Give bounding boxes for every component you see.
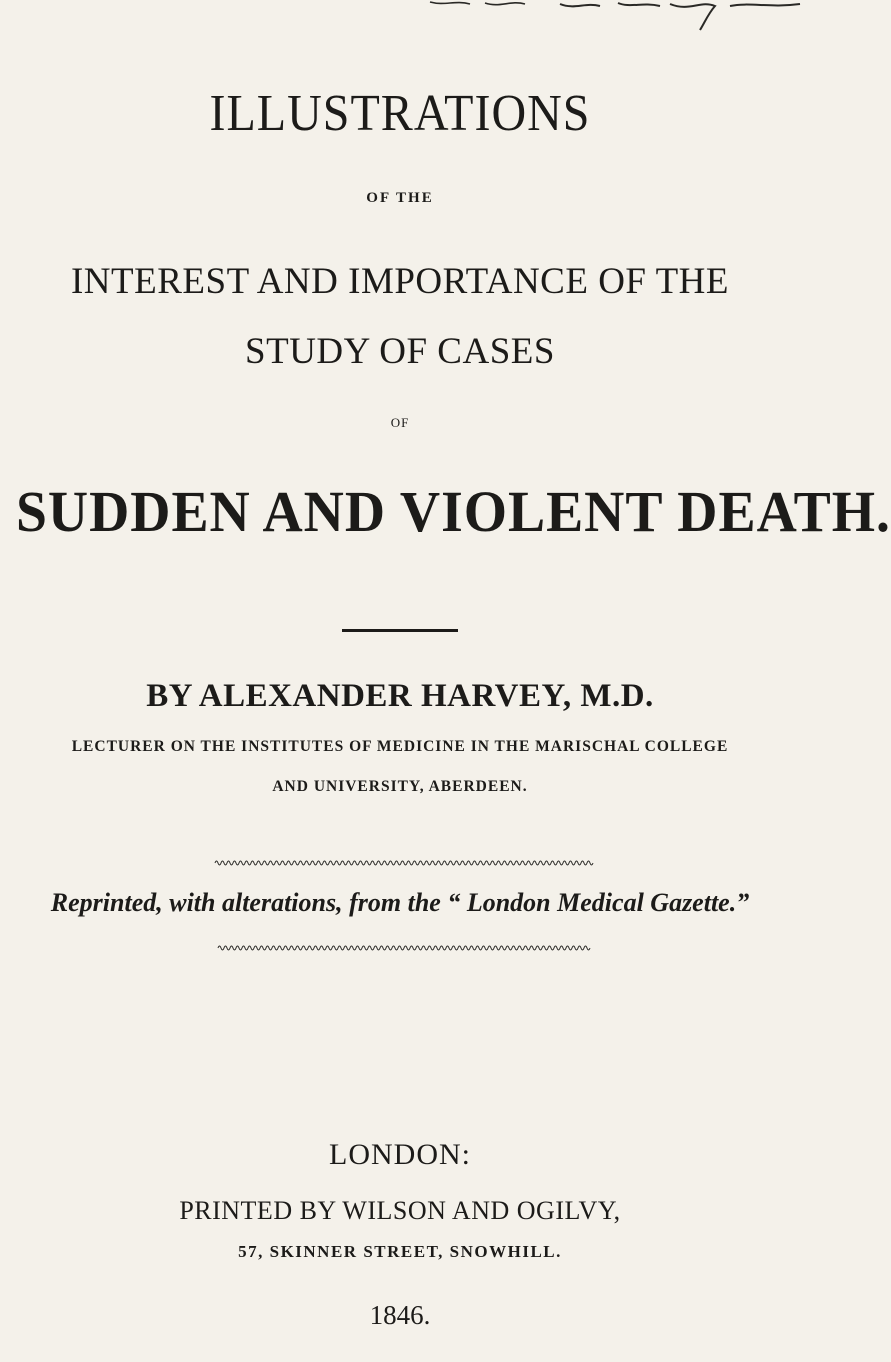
affiliation-line-1: LECTURER ON THE INSTITUTES OF MEDICINE IN THE MARISCHAL COLLEGE — [71, 738, 729, 755]
author: BY ALEXANDER HARVEY, M.D. — [146, 678, 654, 714]
reprint-source: “ London Medical Gazette.” — [447, 888, 750, 917]
imprint-year: 1846. — [369, 1300, 431, 1330]
subtitle-line-2: STUDY OF CASES — [245, 331, 555, 372]
subtitle-line-1: INTEREST AND IMPORTANCE OF THE — [70, 261, 730, 302]
divider-rule — [342, 629, 458, 632]
affiliation-line-2: AND UNIVERSITY, ABERDEEN. — [272, 778, 528, 795]
imprint-printer: PRINTED BY WILSON AND OGILVY, — [179, 1196, 621, 1225]
handwritten-scrawl — [0, 0, 800, 40]
imprint-address: 57, SKINNER STREET, SNOWHILL. — [238, 1242, 562, 1261]
imprint-city: LONDON: — [329, 1138, 471, 1171]
of-the-label: OF THE — [366, 190, 434, 206]
reprint-note — [0, 888, 800, 918]
main-title: SUDDEN AND VIOLENT DEATH. — [16, 479, 891, 544]
wavy-rule-bottom — [0, 943, 800, 953]
title: ILLUSTRATIONS — [209, 84, 591, 143]
wavy-rule-top — [0, 858, 800, 868]
reprint-prefix: Reprinted, with alterations, from the — [50, 888, 448, 917]
of-label: OF — [390, 415, 410, 430]
